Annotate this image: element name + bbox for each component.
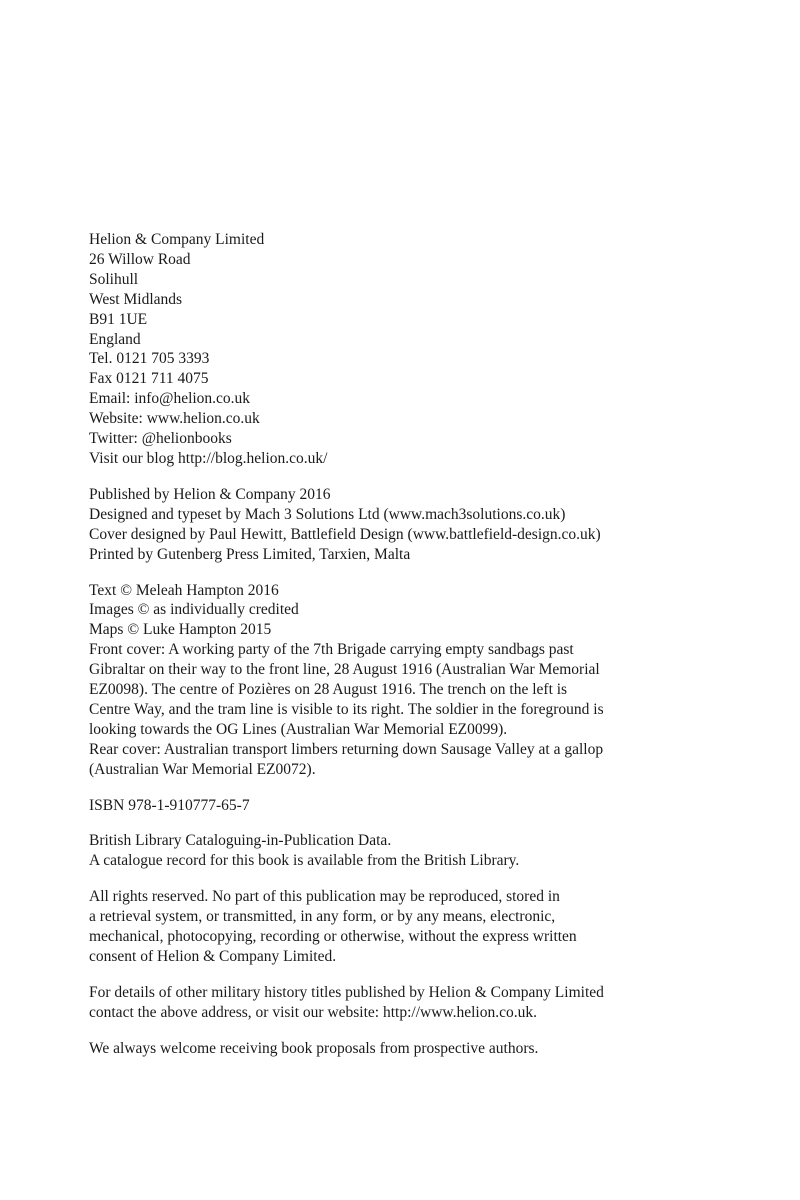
publisher-name: Helion & Company Limited	[89, 231, 265, 248]
published-by: Published by Helion & Company 2016	[89, 485, 331, 503]
rights-notice-line: a retrieval system, or transmitted, in any form, or by any means, electronic,	[89, 908, 556, 926]
rights-notice-line: All rights reserved. No part of this publication may be reproduced, stored in	[89, 888, 560, 906]
rights-notice-block	[89, 887, 689, 967]
more-titles-line: For details of other military history titles published by Helion & Company Limited	[89, 983, 604, 1001]
rear-cover-caption-line: Rear cover: Australian transport limbers returning down Sausage Valley at a gallop	[89, 740, 604, 758]
proposals-block	[89, 1039, 689, 1059]
rights-notice-line: consent of Helion & Company Limited.	[89, 948, 337, 965]
email: Email: info@helion.co.uk	[89, 390, 251, 408]
address-county: West Midlands	[89, 290, 183, 308]
isbn-block	[89, 796, 689, 816]
telephone: Tel. 0121 705 3393	[89, 350, 210, 368]
publisher-address-block	[89, 230, 689, 469]
front-cover-caption-line: Gibraltar on their way to the front line, 28 August 1916 (Australian War Memorial	[89, 661, 600, 679]
address-country: England	[89, 330, 141, 348]
copyright-block	[89, 581, 689, 780]
more-titles-line: contact the above address, or visit our website: http://www.helion.co.uk.	[89, 1003, 537, 1021]
address-town: Solihull	[89, 270, 139, 288]
front-cover-caption-line: Front cover: A working party of the 7th Brigade carrying empty sandbags past	[89, 641, 574, 659]
front-cover-caption-line: looking towards the OG Lines (Australian War Memorial EZ0099).	[89, 720, 508, 738]
copyright-page	[89, 230, 689, 1075]
images-copyright: Images © as individually credited	[89, 601, 299, 619]
cataloguing-block	[89, 831, 689, 871]
cataloguing-line: British Library Cataloguing-in-Publication Data.	[89, 832, 392, 850]
blog: Visit our blog http://blog.helion.co.uk/	[89, 449, 328, 467]
printed-by: Printed by Gutenberg Press Limited, Tarxien, Malta	[89, 545, 411, 563]
address-street: 26 Willow Road	[89, 250, 191, 268]
text-copyright: Text © Meleah Hampton 2016	[89, 581, 279, 599]
proposals-note: We always welcome receiving book proposals from prospective authors.	[89, 1039, 539, 1057]
rear-cover-caption-line: (Australian War Memorial EZ0072).	[89, 760, 316, 778]
twitter: Twitter: @helionbooks	[89, 430, 232, 448]
front-cover-caption-line: EZ0098). The centre of Pozières on 28 August 1916. The trench on the left is	[89, 681, 568, 699]
rights-notice-line: mechanical, photocopying, recording or otherwise, without the express written	[89, 928, 577, 946]
address-postcode: B91 1UE	[89, 310, 148, 328]
fax: Fax 0121 711 4075	[89, 370, 209, 388]
isbn: ISBN 978-1-910777-65-7	[89, 796, 250, 814]
designed-by: Designed and typeset by Mach 3 Solutions Ltd (www.mach3solutions.co.uk)	[89, 505, 566, 523]
cover-designed-by: Cover designed by Paul Hewitt, Battlefield Design (www.battlefield-design.co.uk)	[89, 525, 601, 543]
cataloguing-line: A catalogue record for this book is available from the British Library.	[89, 852, 520, 870]
front-cover-caption-line: Centre Way, and the tram line is visible to its right. The soldier in the foreground is	[89, 700, 604, 718]
more-titles-block	[89, 983, 689, 1023]
production-credits-block	[89, 485, 689, 565]
website: Website: www.helion.co.uk	[89, 410, 260, 428]
maps-copyright: Maps © Luke Hampton 2015	[89, 621, 272, 639]
